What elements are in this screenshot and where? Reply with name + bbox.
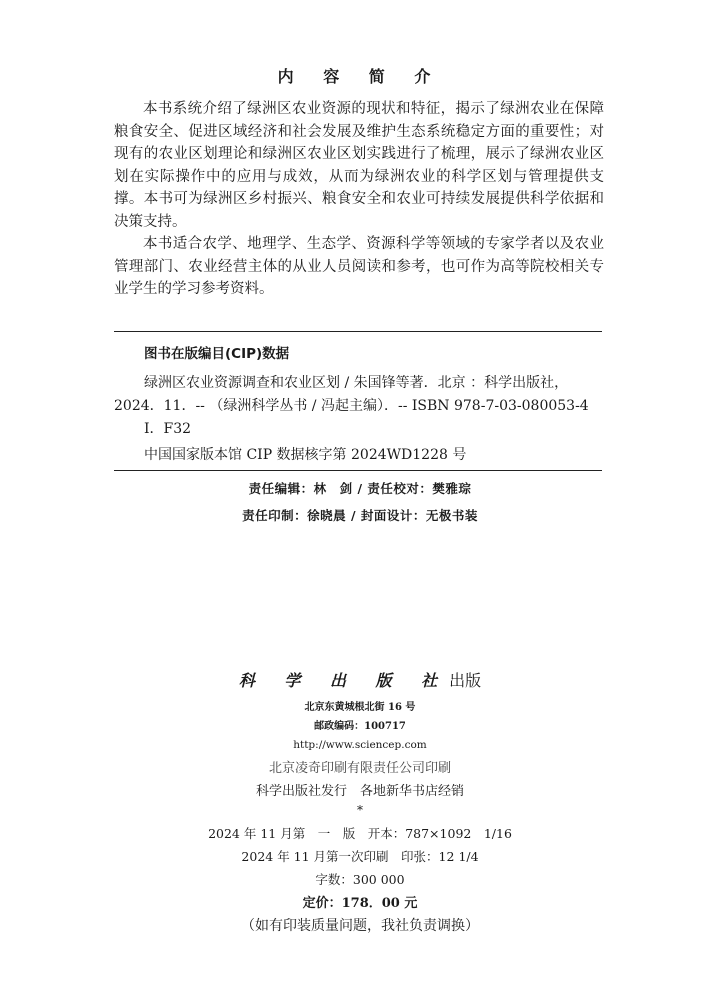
- publisher-postcode: 邮政编码：100717: [314, 721, 406, 732]
- production-credits: 责任印制：徐晓晨 / 封面设计：无极书装: [242, 508, 478, 523]
- wordcount-line: 字数：300 000: [315, 872, 405, 887]
- distribution-line: 科学出版社发行 各地新华书店经销: [255, 784, 464, 799]
- summary-paragraph-2: 本书适合农学、地理学、生态学、资源科学等领域的专家学者以及农业管理部门、农业经营主体的从业人员阅读和参考，也可作为高等院校相关专业学生的学习参考资料。: [114, 236, 604, 297]
- publisher-suffix: 出版: [449, 671, 482, 690]
- separator-star: *: [357, 803, 363, 817]
- cip-line-2: 2024．11．-- （绿洲科学丛书 / 冯起主编）．-- ISBN 978-7-03-080053-4: [114, 398, 589, 414]
- editor-credits: 责任编辑：林 剑 / 责任校对：樊雅琮: [248, 481, 472, 496]
- publisher-line: [0, 668, 720, 691]
- cip-bottom-rule: [114, 470, 602, 471]
- printing-line: 2024 年 11 月第一次印刷 印张：12 1/4: [241, 849, 479, 864]
- cip-line-1: 绿洲区农业资源调查和农业区划 / 朱国锋等著．北京 ：科学出版社，: [144, 375, 569, 391]
- publisher-url: http://www.sciencep.com: [293, 739, 427, 751]
- edition-line: 2024 年 11 月第 一 版 开本：787×1092 1/16: [208, 826, 512, 841]
- publisher-name: 科 学 出 版 社: [238, 671, 450, 690]
- content-summary: [114, 98, 604, 301]
- page-title: 内 容 简 介: [277, 67, 443, 86]
- printer-line: 北京凌奇印刷有限责任公司印刷: [268, 761, 451, 776]
- cip-heading: 图书在版编目(CIP)数据: [144, 346, 290, 362]
- price-line: 定价：178．00 元: [302, 896, 418, 911]
- publisher-address: 北京东黄城根北街 16 号: [304, 702, 416, 713]
- quality-note: （如有印装质量问题，我社负责调换）: [241, 918, 479, 934]
- cip-line-3: Ⅰ．F32: [144, 421, 192, 437]
- cip-line-4: 中国国家版本馆 CIP 数据核字第 2024WD1228 号: [144, 447, 467, 463]
- cip-top-rule: [114, 331, 602, 332]
- summary-paragraph-1: 本书系统介绍了绿洲区农业资源的现状和特征，揭示了绿洲农业在保障粮食安全、促进区域经济和社会发展及维护生态系统稳定方面的重要性；对现有的农业区划理论和绿洲区农业区划实践进行了梳理，展示了绿洲农业区划在实际操作中的应用与成效，从而为绿洲农业的科学区划与管理提供支撑。本书可为绿洲区乡村振兴、粮食安全和农业可持续发展提供科学依据和决策支持。: [114, 101, 604, 230]
